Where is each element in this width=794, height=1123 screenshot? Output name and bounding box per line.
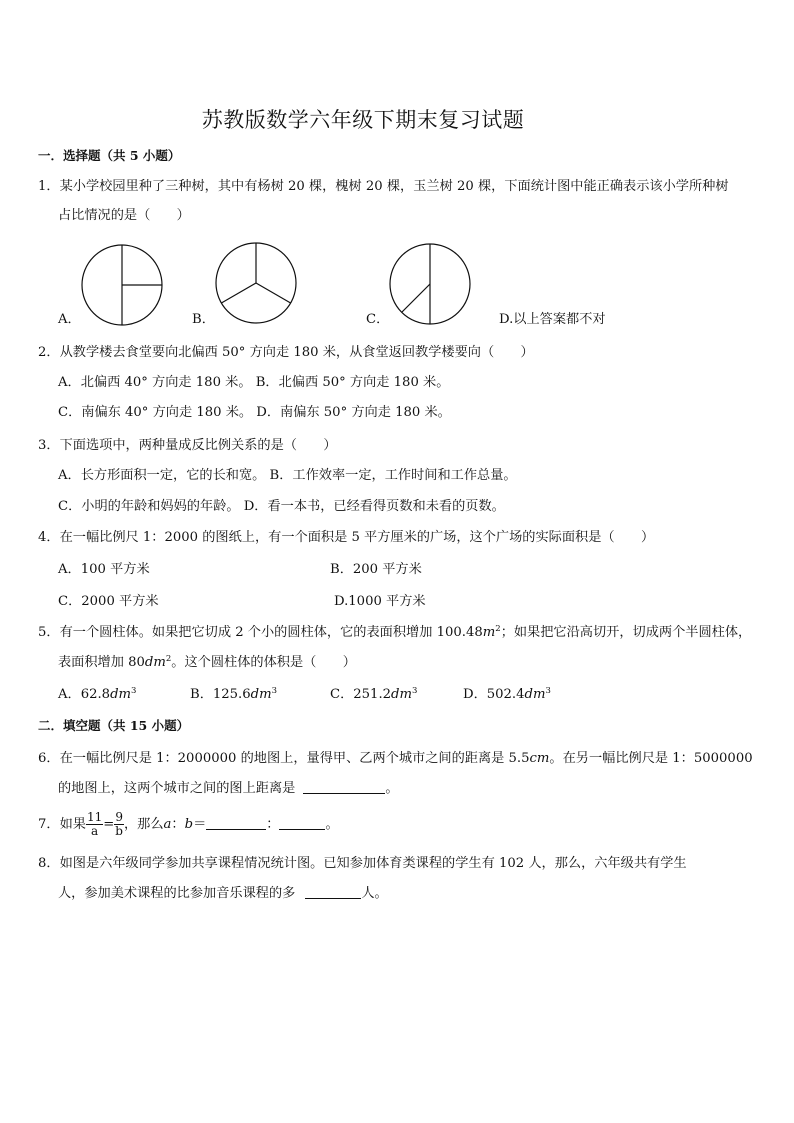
pie-chart-option-b [214,241,298,325]
answer-blank[interactable] [305,886,361,899]
question-5-line-1: 5．有一个圆柱体。如果把它切成 2 个小的圆柱体，它的表面积增加 $100.48m^2$；如果把它沿高切开，切成两个半圆柱体， [38,624,752,640]
question-4-option-a: A．100 平方米 [58,562,150,577]
question-4-option-d: D.1000 平方米 [334,594,426,609]
question-4-option-c: C．2000 平方米 [58,594,159,609]
question-1-line-2: 占比情况的是（ ） [58,208,190,223]
fraction-11-over-a: $\frac{11}{a}$ [86,810,103,838]
question-7: 7．如果 $\frac{11}{a}$ = $\frac{9}{b}$ ，那么a：b＝ ： 。 [38,810,339,838]
question-5-option-c: C．$251.2dm^3$ [330,686,418,702]
question-4-option-b: B．200 平方米 [330,562,422,577]
question-5-line-2: 表面积增加 $80dm^2$。这个圆柱体的体积是（ ） [58,654,356,670]
question-8-line-1: 8．如图是六年级同学参加共享课程情况统计图。已知参加体育类课程的学生有 102 人，那么，六年级共有学生 [38,856,687,871]
question-4-stem: 4．在一幅比例尺 1：2000 的图纸上，有一个面积是 5 平方厘米的广场，这个广场的实际面积是（ ） [38,530,655,545]
question-3-options-row-2: C．小明的年龄和妈妈的年龄。 D．看一本书，已经看得页数和未看的页数。 [58,499,505,514]
option-c-label: C． [366,312,390,327]
section-heading-choice: 一．选择题（共 5 小题） [38,148,181,163]
section-heading-fill: 二．填空题（共 15 小题） [38,718,190,733]
answer-blank[interactable] [206,817,266,830]
question-5-option-d: D．$502.4dm^3$ [463,686,551,702]
pie-chart-option-c [388,242,472,326]
answer-blank[interactable] [279,817,325,830]
option-d-label: D.以上答案都不对 [499,312,606,327]
question-8-line-2: 人，参加美术课程的比参加音乐课程的多 人。 [58,886,388,901]
question-5-option-a: A．$62.8dm^3$ [58,686,137,702]
answer-blank[interactable] [303,781,385,794]
question-2-options-row-1: A．北偏西 40° 方向走 180 米。 B．北偏西 50° 方向走 180 米。 [58,375,450,390]
page-title: 苏教版数学六年级下期末复习试题 [201,108,525,132]
question-3-stem: 3．下面选项中，两种量成反比例关系的是（ ） [38,438,337,453]
question-5-option-b: B．$125.6dm^3$ [190,686,278,702]
option-a-label: A． [58,312,81,327]
question-2-options-row-2: C．南偏东 40° 方向走 180 米。 D．南偏东 50° 方向走 180 米。 [58,405,451,420]
question-3-options-row-1: A．长方形面积一定，它的长和宽。 B．工作效率一定，工作时间和工作总量。 [58,468,517,483]
question-6-line-1: 6．在一幅比例尺是 1：2000000 的地图上，量得甲、乙两个城市之间的距离是 5.5cm。在另一幅比例尺是 1：5000000 [38,751,753,766]
pie-chart-option-a [80,243,164,327]
question-1-line-1: 1．某小学校园里种了三种树，其中有杨树 20 棵，槐树 20 棵，玉兰树 20 棵，下面统计图中能正确表示该小学所种树 [38,179,729,194]
fraction-9-over-b: $\frac{9}{b}$ [115,810,123,838]
question-6-line-2: 的地图上，这两个城市之间的图上距离是 。 [58,781,399,796]
option-b-label: B． [192,312,215,327]
question-2-stem: 2．从教学楼去食堂要向北偏西 50° 方向走 180 米，从食堂返回教学楼要向（ ） [38,345,534,360]
